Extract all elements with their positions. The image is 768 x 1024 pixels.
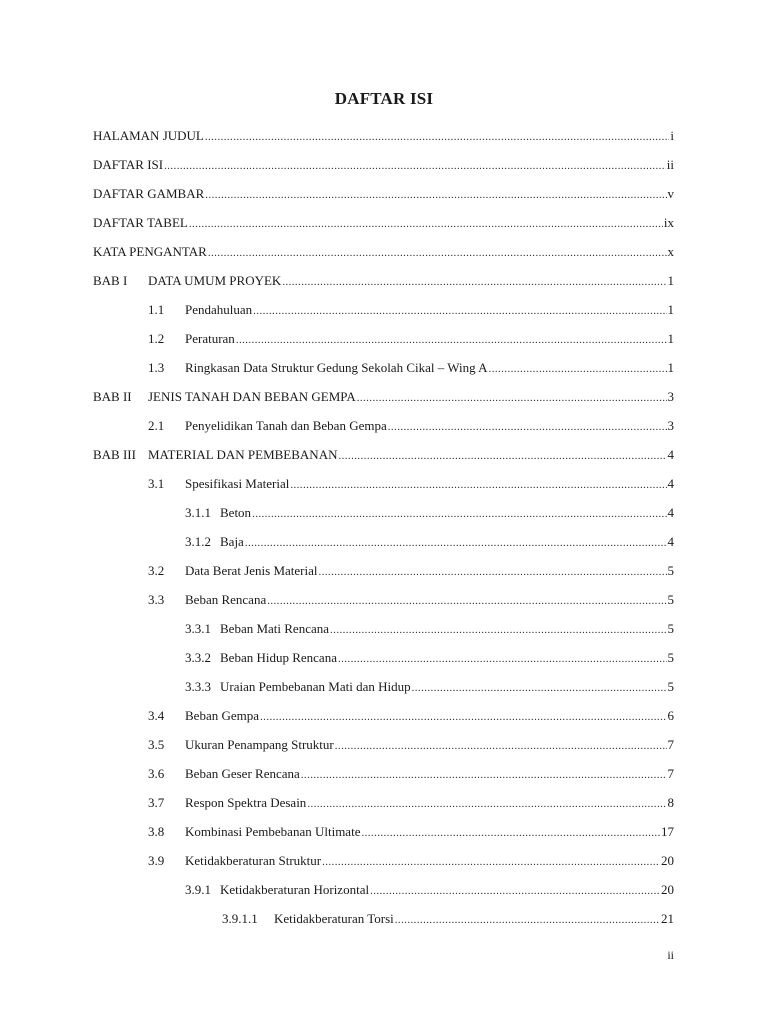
toc-entry-number: 3.9.1.1 xyxy=(222,911,258,926)
toc-entry-page: 1 xyxy=(667,302,674,317)
toc-entry-page: 1 xyxy=(667,273,674,288)
toc-entry-label: DATA UMUM PROYEK xyxy=(148,273,282,288)
toc-entry-page: 17 xyxy=(661,824,674,839)
toc-entry-page: x xyxy=(667,244,674,259)
toc-entry-label: Ukuran Penampang Struktur xyxy=(185,737,334,752)
page-title: DAFTAR ISI xyxy=(334,89,434,108)
toc-entry-number: 3.4 xyxy=(148,708,165,723)
toc-entry xyxy=(148,823,674,841)
toc-entry-page: 4 xyxy=(667,505,674,520)
toc-entry-number: 3.2 xyxy=(148,563,165,578)
toc-entry-number: 3.3.3 xyxy=(185,679,211,694)
toc-entry-number: BAB II xyxy=(93,389,132,404)
toc-dot-leader xyxy=(388,418,667,436)
toc-entry-page: 5 xyxy=(667,679,674,694)
toc-entry xyxy=(93,214,674,232)
toc-dot-leader xyxy=(290,476,666,494)
toc-entry-number: 3.3.2 xyxy=(185,650,211,665)
toc-dot-leader xyxy=(395,911,660,929)
toc-entry-page: v xyxy=(667,186,674,201)
toc-entry-page: 5 xyxy=(667,650,674,665)
toc-dot-leader xyxy=(338,447,666,465)
toc-entry-number: BAB I xyxy=(93,273,128,288)
toc-entry-page: 4 xyxy=(667,476,674,491)
toc-entry-page: 20 xyxy=(661,882,674,897)
toc-dot-leader xyxy=(412,679,667,697)
toc-dot-leader xyxy=(245,534,667,552)
toc-entry-label: Penyelidikan Tanah dan Beban Gempa xyxy=(185,418,387,433)
toc-entry-number: 3.1.2 xyxy=(185,534,211,549)
toc-entry xyxy=(148,794,674,812)
toc-entry-page: 5 xyxy=(667,592,674,607)
toc-entry-label: DAFTAR ISI xyxy=(93,157,164,172)
toc-entry-label: JENIS TANAH DAN BEBAN GEMPA xyxy=(148,389,356,404)
toc-entry-number: 1.2 xyxy=(148,331,165,346)
toc-dot-leader xyxy=(205,186,666,204)
toc-dot-leader xyxy=(322,853,660,871)
toc-entry xyxy=(93,127,674,145)
toc-entry-label: KATA PENGANTAR xyxy=(93,244,207,259)
toc-entry-number: 3.3 xyxy=(148,592,165,607)
toc-entry xyxy=(148,707,674,725)
toc-dot-leader xyxy=(208,244,667,262)
toc-dot-leader xyxy=(370,882,660,900)
toc-entry-number: 1.3 xyxy=(148,360,165,375)
toc-entry-number: 3.1 xyxy=(148,476,165,491)
toc-entry xyxy=(185,649,674,667)
toc-entry-label: Baja xyxy=(220,534,244,549)
toc-entry-page: 6 xyxy=(667,708,674,723)
toc-dot-leader xyxy=(301,766,667,784)
toc-entry-page: 3 xyxy=(667,389,674,404)
toc-entry-number: 3.3.1 xyxy=(185,621,211,636)
toc-entry-label: Kombinasi Pembebanan Ultimate xyxy=(185,824,361,839)
toc-entry-number: 3.9 xyxy=(148,853,165,868)
toc-dot-leader xyxy=(338,650,667,668)
toc-entry-page: 20 xyxy=(661,853,674,868)
toc-entry-page: 7 xyxy=(667,737,674,752)
toc-entry xyxy=(222,910,674,928)
toc-entry-number: 3.8 xyxy=(148,824,165,839)
toc-entry xyxy=(148,475,674,493)
toc-entry-page: 1 xyxy=(667,360,674,375)
toc-entry xyxy=(148,591,674,609)
toc-entry xyxy=(148,852,674,870)
toc-entry-label: Data Berat Jenis Material xyxy=(185,563,318,578)
toc-dot-leader xyxy=(205,128,670,146)
toc-entry-number: 3.9.1 xyxy=(185,882,211,897)
toc-entry-label: Respon Spektra Desain xyxy=(185,795,307,810)
toc-entry-number: 3.5 xyxy=(148,737,165,752)
toc-dot-leader xyxy=(252,505,666,523)
toc-entry-page: 8 xyxy=(667,795,674,810)
toc-entry xyxy=(148,562,674,580)
toc-entry xyxy=(185,881,674,899)
toc-entry-page: 4 xyxy=(667,447,674,462)
toc-dot-leader xyxy=(330,621,666,639)
toc-entry-label: Beban Geser Rencana xyxy=(185,766,300,781)
toc-entry-number: 3.6 xyxy=(148,766,165,781)
toc-entry-label: Beban Mati Rencana xyxy=(220,621,330,636)
toc-entry-label: HALAMAN JUDUL xyxy=(93,128,204,143)
toc-entry-label: Ketidakberaturan Horizontal xyxy=(220,882,370,897)
toc-entry xyxy=(185,620,674,638)
toc-dot-leader xyxy=(318,563,666,581)
toc-entry-number: 1.1 xyxy=(148,302,165,317)
toc-dot-leader xyxy=(189,215,663,233)
toc-entry-label: Peraturan xyxy=(185,331,235,346)
toc-dot-leader xyxy=(236,331,667,349)
toc-entry xyxy=(93,272,674,290)
toc-entry-number: BAB III xyxy=(93,447,136,462)
toc-entry xyxy=(185,504,674,522)
toc-entry xyxy=(185,678,674,696)
toc-entry xyxy=(148,417,674,435)
toc-entry-label: Ketidakberaturan Torsi xyxy=(274,911,394,926)
toc-entry-page: 21 xyxy=(661,911,674,926)
page-number: ii xyxy=(667,948,674,962)
toc-entry xyxy=(93,156,674,174)
toc-entry xyxy=(148,736,674,754)
toc-entry-page: 3 xyxy=(667,418,674,433)
toc-entry-label: Beban Rencana xyxy=(185,592,267,607)
toc-entry xyxy=(93,388,674,406)
toc-dot-leader xyxy=(335,737,667,755)
toc-dot-leader xyxy=(282,273,666,291)
toc-entry-label: DAFTAR GAMBAR xyxy=(93,186,205,201)
toc-entry xyxy=(148,330,674,348)
toc-entry xyxy=(185,533,674,551)
toc-entry-label: Pendahuluan xyxy=(185,302,253,317)
toc-entry-label: DAFTAR TABEL xyxy=(93,215,188,230)
toc-entry-label: Ringkasan Data Struktur Gedung Sekolah Cikal – Wing A xyxy=(185,360,488,375)
toc-dot-leader xyxy=(260,708,666,726)
toc-entry xyxy=(93,185,674,203)
toc-entry-page: 5 xyxy=(667,563,674,578)
toc-entry-page: 7 xyxy=(667,766,674,781)
toc-entry xyxy=(93,243,674,261)
toc-entry xyxy=(148,301,674,319)
toc-entry-number: 3.1.1 xyxy=(185,505,211,520)
toc-entry-label: Ketidakberaturan Struktur xyxy=(185,853,322,868)
toc-dot-leader xyxy=(361,824,660,842)
toc-dot-leader xyxy=(164,157,666,175)
toc-dot-leader xyxy=(357,389,667,407)
toc-entry-label: Uraian Pembebanan Mati dan Hidup xyxy=(220,679,411,694)
toc-entry-label: MATERIAL DAN PEMBEBANAN xyxy=(148,447,338,462)
toc-entry-page: 1 xyxy=(667,331,674,346)
toc-entry-page: 4 xyxy=(667,534,674,549)
toc-dot-leader xyxy=(253,302,666,320)
toc-entry xyxy=(93,446,674,464)
toc-dot-leader xyxy=(489,360,667,378)
toc-entry xyxy=(148,765,674,783)
toc-entry-label: Beton xyxy=(220,505,252,520)
toc-entry-page: 5 xyxy=(667,621,674,636)
toc-entry-number: 2.1 xyxy=(148,418,165,433)
toc-entry-page: ii xyxy=(666,157,674,172)
toc-entry-label: Beban Hidup Rencana xyxy=(220,650,337,665)
toc-entry-label: Beban Gempa xyxy=(185,708,260,723)
toc-dot-leader xyxy=(307,795,666,813)
toc-entry-page: i xyxy=(670,128,674,143)
toc-entry-number: 3.7 xyxy=(148,795,165,810)
toc-entry-label: Spesifikasi Material xyxy=(185,476,290,491)
toc-entry-page: ix xyxy=(663,215,674,230)
toc-dot-leader xyxy=(267,592,666,610)
toc-entry xyxy=(148,359,674,377)
